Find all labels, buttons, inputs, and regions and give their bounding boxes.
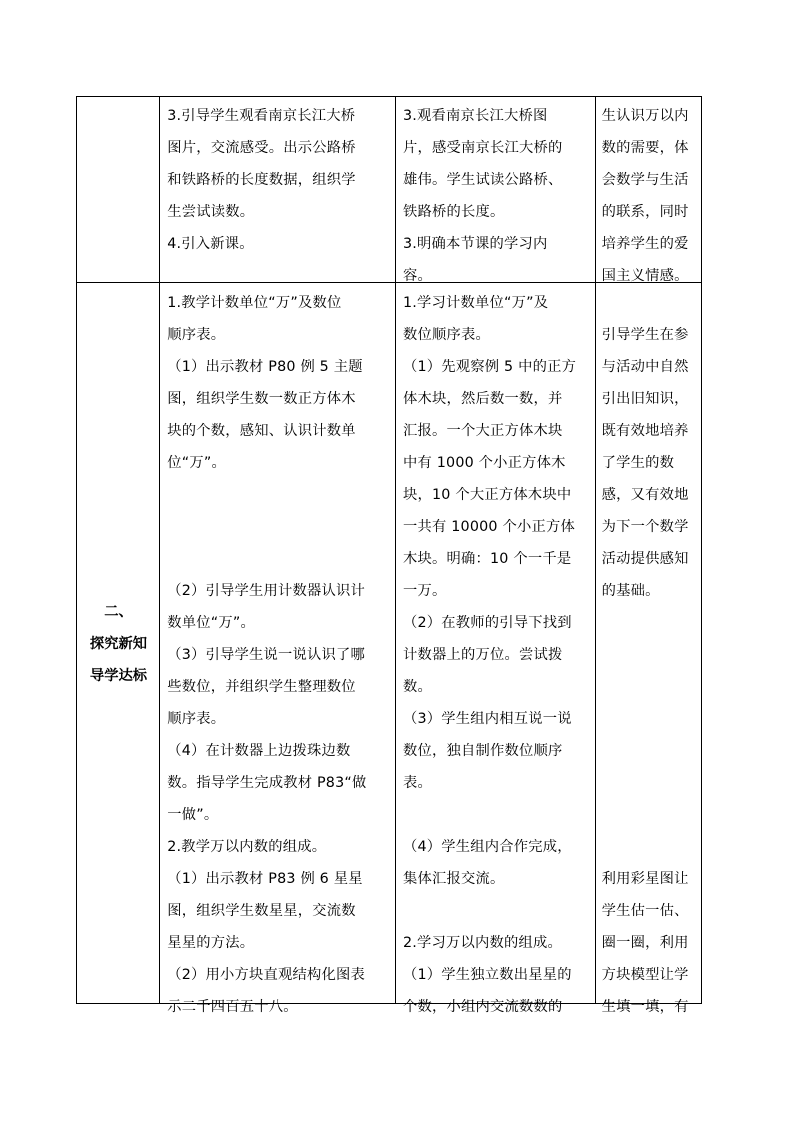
teacher-activity-cell bbox=[160, 283, 396, 1015]
cell-text-line: 木块。明确：10 个一千是 bbox=[403, 551, 572, 567]
cell-text-line: 3.观看南京长江大桥图 bbox=[403, 108, 548, 124]
cell-text-line: 汇报。一个大正方体木块 bbox=[403, 423, 563, 439]
cell-text-line: 培养学生的爱 bbox=[601, 236, 689, 252]
table-row bbox=[77, 283, 702, 1004]
cell-text-line: 生认识万以内 bbox=[601, 108, 689, 124]
section-number: 二、 bbox=[104, 604, 133, 620]
cell-text-line: 与活动中自然 bbox=[601, 359, 689, 375]
cell-text-line: 生尝试读数。 bbox=[167, 204, 255, 220]
cell-text-line: 块的个数，感知、认识计数单 bbox=[167, 423, 356, 439]
cell-text-line: 为下一个数学 bbox=[601, 519, 689, 535]
cell-text-line: 容。 bbox=[403, 268, 433, 284]
cell-text-line: 3.引导学生观看南京长江大桥 bbox=[167, 108, 356, 124]
cell-text-line: 1.教学计数单位“万”及数位 bbox=[167, 295, 342, 311]
cell-text-line: 既有效地培养 bbox=[601, 423, 689, 439]
table-row bbox=[77, 97, 702, 283]
cell-text-line: 图片，交流感受。出示公路桥 bbox=[167, 140, 356, 156]
cell-text-line: 引出旧知识， bbox=[601, 391, 689, 407]
cell-text-line: 的联系，同时 bbox=[601, 204, 689, 220]
cell-text-line: 片，感受南京长江大桥的 bbox=[403, 140, 563, 156]
cell-text-line: 表。 bbox=[403, 775, 433, 791]
cell-text-line: 活动提供感知 bbox=[601, 551, 689, 567]
cell-text-line: 计数器上的万位。尝试拨 bbox=[403, 647, 563, 663]
cell-text-line: 数位，独自制作数位顺序 bbox=[403, 743, 563, 759]
cell-text-line: 引导学生在参 bbox=[601, 327, 689, 343]
cell-text-line: 位“万”。 bbox=[167, 455, 226, 471]
cell-text-line: （4）学生组内合作完成， bbox=[403, 839, 572, 855]
cell-text-line: 星星的方法。 bbox=[167, 935, 255, 951]
cell-text-line: 集体汇报交流。 bbox=[403, 871, 505, 887]
cell-text-line: 示二千四百五十八。 bbox=[167, 999, 298, 1015]
cell-text-line: （4）在计数器上边拨珠边数 bbox=[167, 743, 351, 759]
cell-text-line: 数。指导学生完成教材 P83“做 bbox=[167, 775, 367, 791]
cell-text-line: 3.明确本节课的学习内 bbox=[403, 236, 548, 252]
cell-text-line: 顺序表。 bbox=[167, 711, 226, 727]
cell-text-line: （3）引导学生说一说认识了哪 bbox=[167, 647, 366, 663]
cell-text-line: 4.引入新课。 bbox=[167, 236, 254, 252]
cell-text-line: （1）学生独立数出星星的 bbox=[403, 967, 572, 983]
cell-text-line: 一万。 bbox=[403, 583, 447, 599]
design-intent-cell bbox=[595, 97, 701, 283]
cell-text-line: 数位顺序表。 bbox=[403, 327, 490, 343]
cell-text-line: 2.学习万以内数的组成。 bbox=[403, 935, 563, 951]
cell-text-line: 体木块，然后数一数，并 bbox=[403, 391, 563, 407]
cell-text-line: 雄伟。学生试读公路桥、 bbox=[403, 172, 563, 188]
cell-text-line: （2）在教师的引导下找到 bbox=[403, 615, 572, 631]
cell-text-line: （3）学生组内相互说一说 bbox=[403, 711, 572, 727]
cell-text-line: 圈一圈，利用 bbox=[601, 935, 689, 951]
cell-text-line: 利用彩星图让 bbox=[601, 871, 689, 887]
section-title-line: 探究新知 bbox=[89, 636, 148, 652]
section-label-cell bbox=[77, 97, 160, 283]
section-title-line: 导学达标 bbox=[89, 668, 148, 684]
cell-text-line: 中有 1000 个小正方体木 bbox=[403, 455, 566, 471]
cell-text-line: （1）先观察例 5 中的正方 bbox=[403, 359, 577, 375]
cell-text-line: 一共有 10000 个小正方体 bbox=[403, 519, 575, 535]
cell-text-line: 国主义情感。 bbox=[601, 268, 689, 284]
cell-text-line: 学生估一估、 bbox=[601, 903, 689, 919]
teacher-activity-cell bbox=[160, 97, 396, 283]
cell-text-line: 一做”。 bbox=[167, 807, 219, 823]
cell-text-line: 2.教学万以内数的组成。 bbox=[167, 839, 327, 855]
cell-text-line: 数单位“万”。 bbox=[167, 615, 255, 631]
lesson-plan-table bbox=[76, 96, 702, 1015]
cell-text-line: 了学生的数 bbox=[601, 455, 675, 471]
cell-text-line: 数的需要，体 bbox=[601, 140, 689, 156]
cell-text-line: 数。 bbox=[403, 679, 433, 695]
cell-text-line: 方块模型让学 bbox=[601, 967, 689, 983]
cell-text-line: （2）引导学生用计数器认识计 bbox=[167, 583, 366, 599]
cell-text-line: 1.学习计数单位“万”及 bbox=[403, 295, 549, 311]
cell-text-line: 图，组织学生数一数正方体木 bbox=[167, 391, 356, 407]
section-label-cell bbox=[77, 283, 160, 1004]
student-activity-cell bbox=[396, 283, 596, 1015]
cell-text-line: 顺序表。 bbox=[167, 327, 226, 343]
cell-text-line: 个数，小组内交流数数的 bbox=[403, 999, 563, 1015]
design-intent-cell bbox=[595, 283, 701, 1015]
cell-text-line: （1）出示教材 P80 例 5 主题 bbox=[167, 359, 363, 375]
cell-text-line: 铁路桥的长度。 bbox=[403, 204, 505, 220]
cell-text-line: 会数学与生活 bbox=[601, 172, 689, 188]
cell-text-line: 和铁路桥的长度数据，组织学 bbox=[167, 172, 356, 188]
cell-text-line: 感，又有效地 bbox=[601, 487, 689, 503]
cell-text-line: （2）用小方块直观结构化图表 bbox=[167, 967, 366, 983]
student-activity-cell bbox=[396, 97, 596, 283]
cell-text-line: 块，10 个大正方体木块中 bbox=[403, 487, 572, 503]
cell-text-line: 生填一填，有 bbox=[601, 999, 689, 1015]
cell-text-line: 的基础。 bbox=[601, 583, 660, 599]
cell-text-line: 图，组织学生数星星，交流数 bbox=[167, 903, 356, 919]
cell-text-line: （1）出示教材 P83 例 6 星星 bbox=[167, 871, 363, 887]
cell-text-line: 些数位，并组织学生整理数位 bbox=[167, 679, 356, 695]
